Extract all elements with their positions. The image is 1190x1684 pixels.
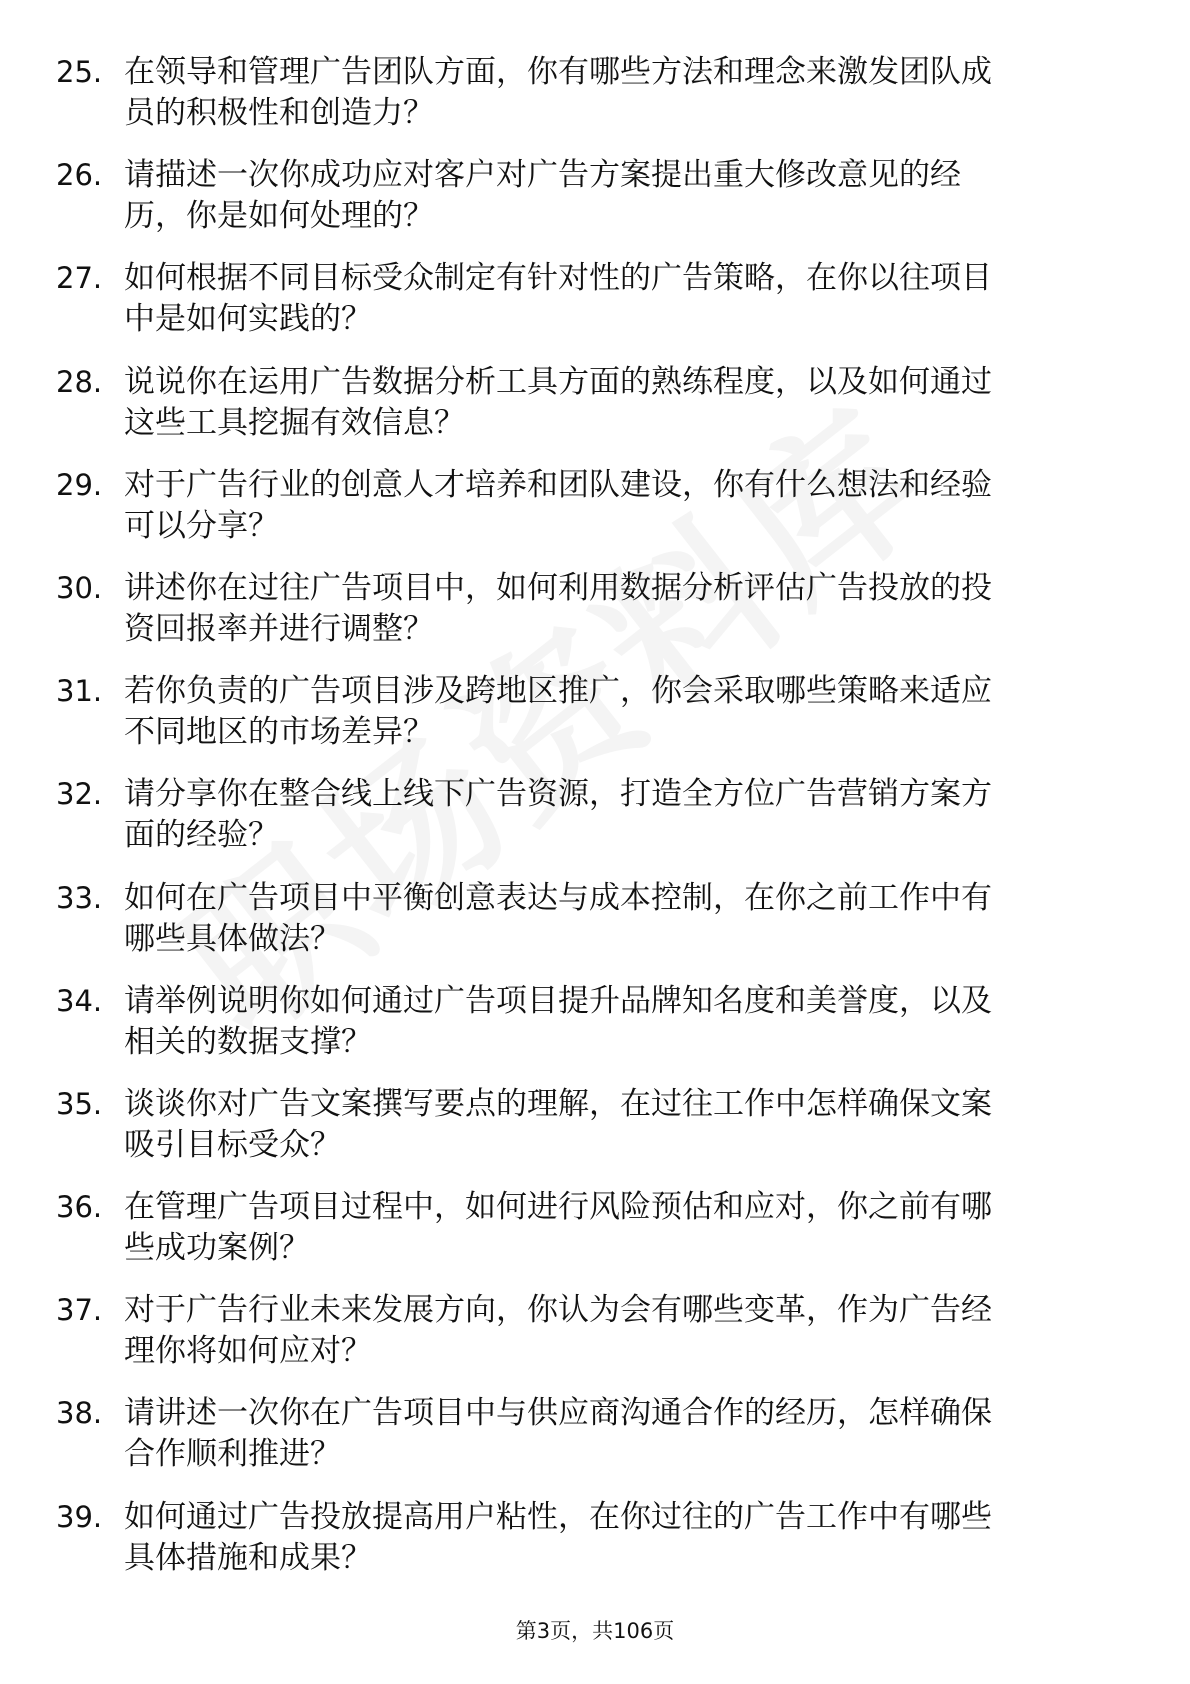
question-number: 39. (56, 1499, 103, 1534)
question-text: 如何在广告项目中平衡创意表达与成本控制，在你之前工作中有 哪些具体做法？ (124, 879, 992, 957)
question-item (0, 671, 1190, 774)
question-text: 如何通过广告投放提高用户粘性，在你过往的广告工作中有哪些 具体措施和成果？ (124, 1498, 992, 1576)
question-item (0, 1497, 1190, 1600)
question-text: 对于广告行业未来发展方向，你认为会有哪些变革，作为广告经 理你将如何应对？ (124, 1292, 992, 1370)
question-item (0, 981, 1190, 1084)
question-text: 对于广告行业的创意人才培养和团队建设，你有什么想法和经验 可以分享？ (124, 466, 992, 544)
page-footer (0, 1617, 1190, 1645)
question-number: 38. (56, 1396, 103, 1431)
question-number: 32. (56, 777, 103, 812)
question-text: 请讲述一次你在广告项目中与供应商沟通合作的经历，怎样确保 合作顺利推进？ (124, 1395, 992, 1473)
question-text: 在领导和管理广告团队方面，你有哪些方法和理念来激发团队成 员的积极性和创造力？ (124, 54, 992, 131)
question-text: 请举例说明你如何通过广告项目提升品牌知名度和美誉度，以及 相关的数据支撑？ (124, 982, 992, 1060)
question-item (0, 465, 1190, 568)
question-number: 30. (56, 570, 103, 605)
question-item (0, 362, 1190, 465)
question-number: 31. (56, 674, 103, 709)
question-number: 34. (56, 983, 103, 1018)
question-text: 如何根据不同目标受众制定有针对性的广告策略，在你以往项目 中是如何实践的？ (124, 260, 992, 338)
question-number: 26. (56, 158, 103, 193)
question-text: 讲述你在过往广告项目中，如何利用数据分析评估广告投放的投 资回报率并进行调整？ (124, 569, 992, 647)
question-item (0, 155, 1190, 258)
question-item (0, 774, 1190, 877)
question-item (0, 1187, 1190, 1290)
question-text: 说说你在运用广告数据分析工具方面的熟练程度，以及如何通过 这些工具挖掘有效信息？ (124, 363, 992, 441)
question-number: 35. (56, 1086, 103, 1121)
question-number: 25. (56, 55, 103, 89)
question-item (0, 568, 1190, 671)
question-number: 28. (56, 364, 103, 399)
question-item (0, 52, 1190, 155)
question-text: 在管理广告项目过程中，如何进行风险预估和应对，你之前有哪 些成功案例？ (124, 1189, 992, 1267)
question-item (0, 1084, 1190, 1187)
question-item (0, 258, 1190, 361)
question-text: 请描述一次你成功应对客户对广告方案提出重大修改意见的经 历，你是如何处理的？ (124, 157, 961, 235)
question-item (0, 878, 1190, 981)
question-number: 27. (56, 261, 103, 296)
question-text: 谈谈你对广告文案撰写要点的理解，在过往工作中怎样确保文案 吸引目标受众？ (124, 1085, 992, 1163)
page-number-label: 第3页，共106页 (515, 1619, 675, 1643)
question-text: 若你负责的广告项目涉及跨地区推广，你会采取哪些策略来适应 不同地区的市场差异？ (124, 673, 992, 751)
question-number: 33. (56, 880, 103, 915)
question-item (0, 1290, 1190, 1393)
question-number: 36. (56, 1190, 103, 1225)
question-text: 请分享你在整合线上线下广告资源，打造全方位广告营销方案方 面的经验？ (124, 776, 992, 854)
question-number: 29. (56, 467, 103, 502)
question-item (0, 1393, 1190, 1496)
question-list (0, 52, 1190, 1600)
question-number: 37. (56, 1293, 103, 1328)
